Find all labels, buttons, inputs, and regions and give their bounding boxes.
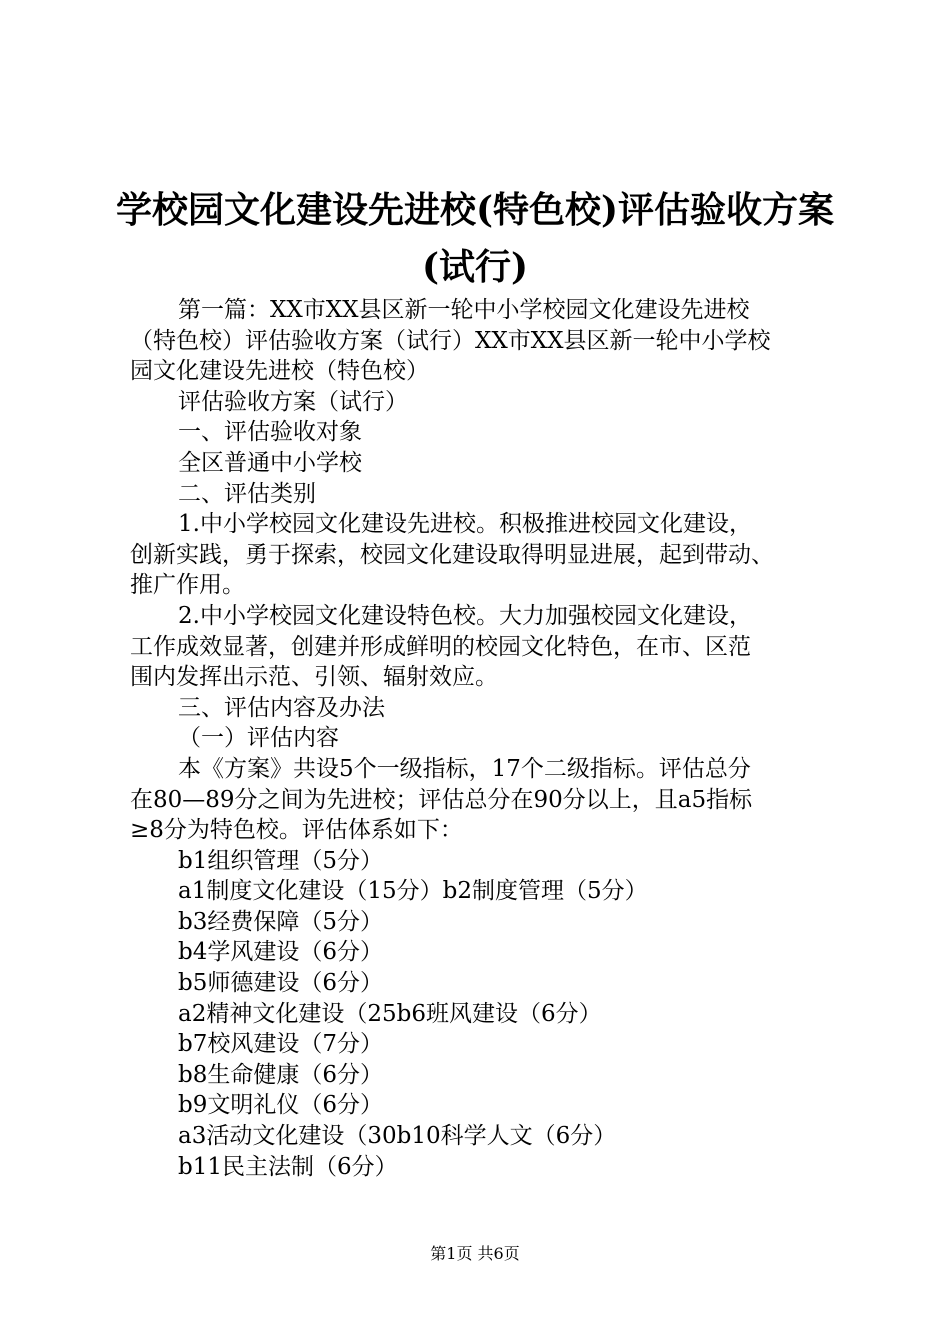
paragraph-line: a1制度文化建设（15分）b2制度管理（5分） <box>178 878 648 905</box>
paragraph-line: 在80—89分之间为先进校；评估总分在90分以上，且a5指标 <box>130 786 753 813</box>
paragraph-line: 2.中小学校园文化建设特色校。大力加强校园文化建设， <box>178 602 752 629</box>
paragraph-line: b1组织管理（5分） <box>178 847 383 874</box>
paragraph-line: 园文化建设先进校（特色校） <box>130 358 429 385</box>
paragraph-line: b5师德建设（6分） <box>178 970 383 997</box>
paragraph-line: a2精神文化建设（25b6班风建设（6分） <box>178 1000 602 1027</box>
document-body <box>130 295 830 1182</box>
paragraph-line: 创新实践，勇于探索，校园文化建设取得明显进展，起到带动、 <box>130 541 774 568</box>
paragraph-line: b4学风建设（6分） <box>178 939 383 966</box>
paragraph-line: b11民主法制（6分） <box>178 1153 398 1180</box>
paragraph-line: b9文明礼仪（6分） <box>178 1092 383 1119</box>
paragraph-line: b3经费保障（5分） <box>178 908 383 935</box>
paragraph-line: 二、评估类别 <box>178 480 316 507</box>
paragraph-line: a3活动文化建设（30b10科学人文（6分） <box>178 1123 617 1150</box>
paragraph-line: 围内发挥出示范、引领、辐射效应。 <box>130 664 498 691</box>
paragraph-line: 本《方案》共设5个一级指标，17个二级指标。评估总分 <box>178 755 751 782</box>
paragraph-line: 推广作用。 <box>130 572 245 599</box>
paragraph-line: 三、评估内容及办法 <box>178 694 385 721</box>
paragraph-line: （一）评估内容 <box>178 725 339 752</box>
paragraph-line: 一、评估验收对象 <box>178 419 362 446</box>
page-footer: 第1页 共6页 <box>430 1244 520 1263</box>
paragraph-line: 1.中小学校园文化建设先进校。积极推进校园文化建设， <box>178 511 752 538</box>
document-title-subtitle: (试行) <box>421 246 529 288</box>
paragraph-line: ≥8分为特色校。评估体系如下： <box>130 817 463 844</box>
paragraph-line: （特色校）评估验收方案（试行）XX市XX县区新一轮中小学校 <box>130 327 771 354</box>
paragraph-line: 工作成效显著，创建并形成鲜明的校园文化特色，在市、区范 <box>130 633 751 660</box>
document-title: 学校园文化建设先进校(特色校)评估验收方案 <box>115 189 835 231</box>
paragraph-line: b7校风建设（7分） <box>178 1031 383 1058</box>
paragraph-line: 评估验收方案（试行） <box>178 388 408 415</box>
paragraph-line: 全区普通中小学校 <box>178 449 362 476</box>
paragraph-line: b8生命健康（6分） <box>178 1061 383 1088</box>
paragraph-line: 第一篇：XX市XX县区新一轮中小学校园文化建设先进校 <box>178 297 750 323</box>
